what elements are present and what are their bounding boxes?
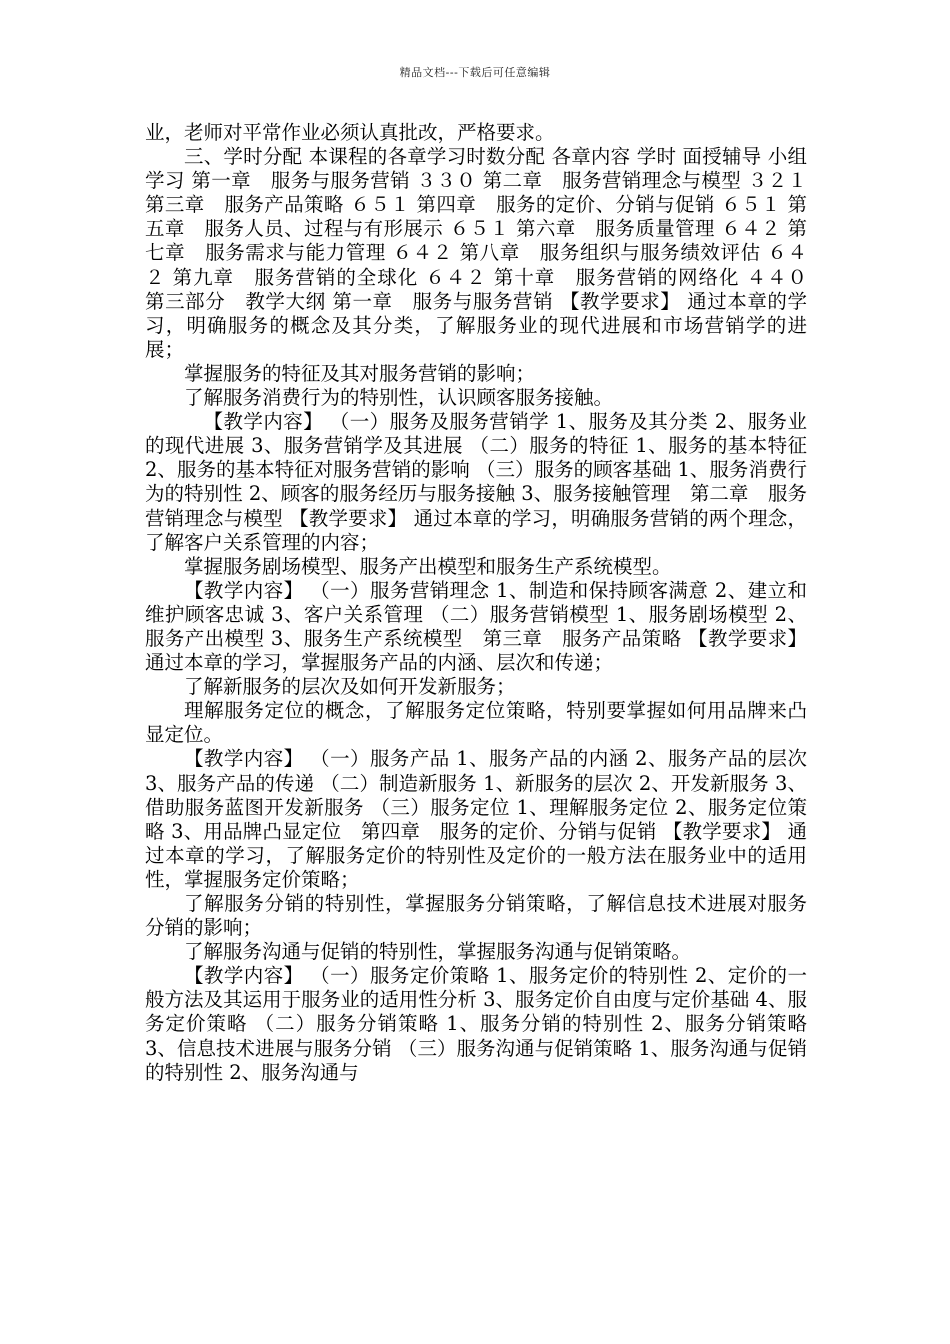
page-header: 精品文档---下载后可任意编辑: [399, 66, 551, 79]
paragraph-ch4-content: 【教学内容】 （一）服务定价策略 1、服务定价的特别性 2、定价的一般方法及其运用于服务业的适用性分析 3、服务定价自由度与定价基础 4、服务定价策略 （二）服务分销策略 1、服务分销的特别性 2、服务分销策略 3、信息技术进展与服务分销 （三）服务沟通与促销策略 1、服务沟通与促销的特别性 2、服务沟通与: [145, 964, 807, 1084]
paragraph-ch1-objective-2: 掌握服务的特征及其对服务营销的影响；: [184, 361, 536, 385]
paragraph-continuation: 业，老师对平常作业必须认真批改，严格要求。: [145, 121, 555, 144]
paragraph-ch3-content-ch4-requirements: 【教学内容】 （一）服务产品 1、服务产品的内涵 2、服务产品的层次 3、服务产品的传递 （二）制造新服务 1、新服务的层次 2、开发新服务 3、借助服务蓝图开发新服务 （三）服务定位 1、理解服务定位 2、服务定位策略 3、用品牌凸显定位 第四章 服务的定价、分销与促销 【教学要求】 通过本章的学习，了解服务定价的特别性及定价的一般方法在服务业中的适用性，掌握服务定价策略；: [145, 747, 807, 891]
paragraph-ch4-objective-2: 了解服务分销的特别性，掌握服务分销策略，了解信息技术进展对服务分销的影响；: [145, 892, 807, 940]
paragraph-ch3-objective-2: 了解新服务的层次及如何开发新服务；: [184, 675, 516, 699]
paragraph-ch1-objective-3: 了解服务消费行为的特别性，认识顾客服务接触。: [184, 386, 614, 410]
paragraph-ch2-objective-2: 掌握服务剧场模型、服务产出模型和服务生产系统模型。: [184, 554, 672, 578]
paragraph-ch2-content-ch3-requirements: 【教学内容】 （一）服务营销理念 1、制造和保持顾客满意 2、建立和维护顾客忠诚 3、客户关系管理 （二）服务营销模型 1、服务剧场模型 2、服务产出模型 3、服务生产系统模型 第三章 服务产品策略 【教学要求】 通过本章的学习，掌握服务产品的内涵、层次和传递；: [145, 578, 807, 675]
paragraph-ch1-content-ch2-requirements: 【教学内容】 （一）服务及服务营销学 1、服务及其分类 2、服务业的现代进展 3、服务营销学及其进展 （二）服务的特征 1、服务的基本特征 2、服务的基本特征对服务营销的影响 （三）服务的顾客基础 1、服务消费行为的特别性 2、顾客的服务经历与服务接触 3、服务接触管理 第二章 服务营销理念与模型 【教学要求】 通过本章的学习，明确服务营销的两个理念，了解客户关系管理的内容；: [145, 410, 807, 554]
paragraph-schedule-and-ch1-requirements: 三、学时分配 本课程的各章学习时数分配 各章内容 学时 面授辅导 小组学习 第一章 服务与服务营销 ３３０ 第二章 服务营销理念与模型 ３２１ 第三章 服务产品策略 ６５１ 第四章 服务的定价、分销与促销 ６５１ 第五章 服务人员、过程与有形展示 ６５１ 第六章 服务质量管理 ６４２ 第七章 服务需求与能力管理 ６４２ 第八章 服务组织与服务绩效评估 ６４２ 第九章 服务营销的全球化 ６４２ 第十章 服务营销的网络化 ４４０ 第三部分 教学大纲 第一章 服务与服务营销 【教学要求】 通过本章的学习，明确服务的概念及其分类，了解服务业的现代进展和市场营销学的进展；: [145, 145, 827, 361]
paragraph-ch3-objective-3: 理解服务定位的概念，了解服务定位策略，特别要掌握如何用品牌来凸显定位。: [145, 699, 807, 747]
paragraph-ch4-objective-3: 了解服务沟通与促销的特别性，掌握服务沟通与促销策略。: [184, 940, 692, 964]
document-body: [145, 121, 827, 1085]
